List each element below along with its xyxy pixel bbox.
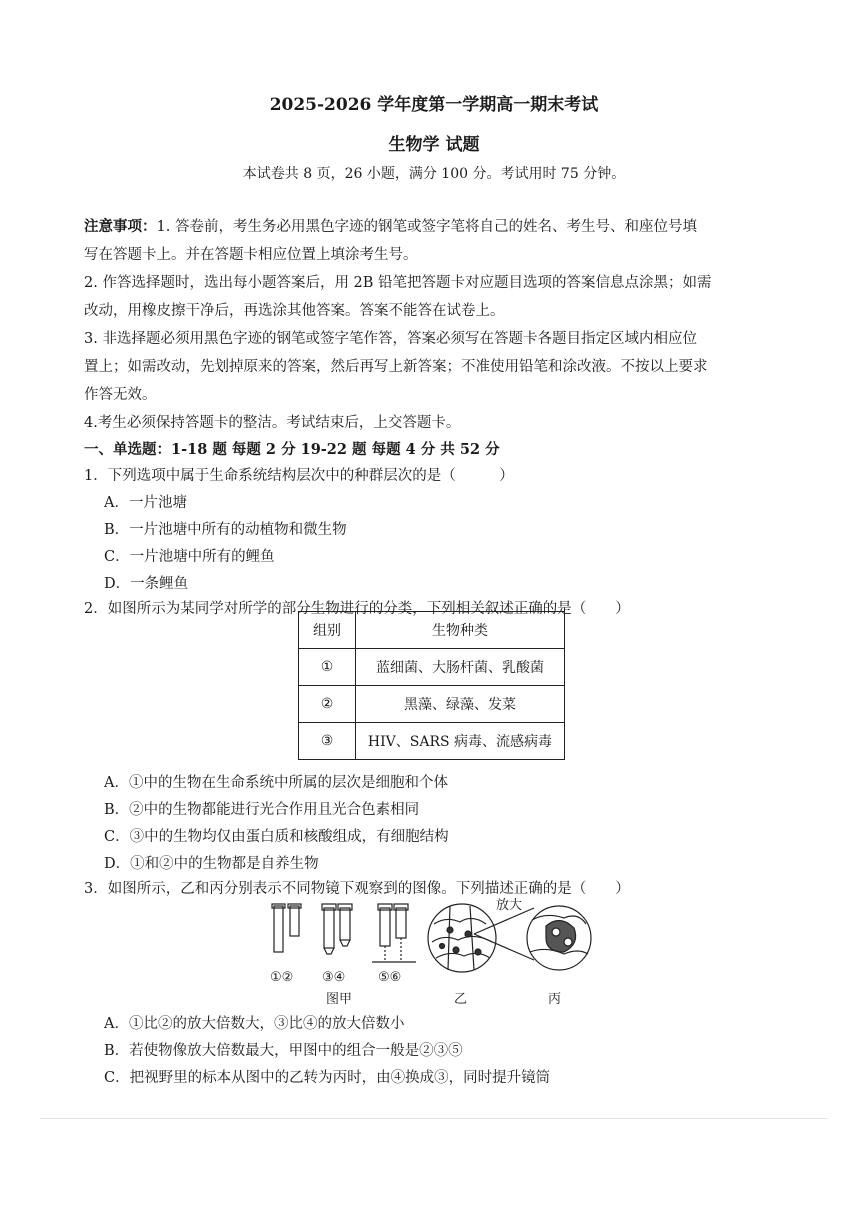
view-yi-icon	[428, 904, 496, 972]
table-row	[299, 723, 565, 760]
table-row	[299, 686, 565, 723]
q2-option-d: D．①和②中的生物都是自养生物	[104, 856, 319, 872]
table-header-row	[299, 612, 565, 649]
notice-line-3b: 置上；如需改动，先划掉原来的答案，然后再写上新答案；不准使用铅笔和涂改液。不按以上要求	[84, 359, 708, 375]
label-objectives: ③④	[322, 970, 346, 985]
table-cell: 蓝细菌、大肠杆菌、乳酸菌	[356, 649, 565, 686]
table-cell: HIV、SARS 病毒、流感病毒	[356, 723, 565, 760]
label-slide-distance: ⑤⑥	[378, 970, 402, 985]
label-magnify: 放大	[496, 898, 523, 913]
q1-stem: 1．下列选项中属于生命系统结构层次中的种群层次的是（ ）	[84, 468, 514, 484]
notice-label: 注意事项：	[84, 218, 157, 235]
table-cell: ①	[299, 649, 356, 686]
table-header-cell: 组别	[299, 612, 356, 649]
q2-option-c: C．③中的生物均仅由蛋白质和核酸组成，有细胞结构	[104, 829, 449, 845]
q1-option-a: A．一片池塘	[104, 495, 187, 511]
q3-option-b: B．若使物像放大倍数最大，甲图中的组合一般是②③⑤	[104, 1043, 463, 1059]
eyepiece-icon	[272, 904, 301, 952]
notice-line-2a: 2. 作答选择题时，选出每小题答案后，用 2B 铅笔把答题卡对应题目选项的答案信息点涂黑；如需	[84, 275, 712, 291]
label-figure-jia: 图甲	[326, 992, 353, 1007]
q2-option-a: A．①中的生物在生命系统中所属的层次是细胞和个体	[104, 775, 448, 791]
table-cell: ③	[299, 723, 356, 760]
label-figure-yi: 乙	[454, 992, 468, 1007]
notice-line-1b: 写在答题卡上。并在答题卡相应位置上填涂考生号。	[84, 247, 418, 263]
q3-option-a: A．①比②的放大倍数大，③比④的放大倍数小	[104, 1016, 405, 1032]
q3-option-c: C．把视野里的标本从图中的乙转为丙时，由④换成③，同时提升镜筒	[104, 1070, 551, 1086]
exam-subject: 生物学 试题	[388, 135, 480, 155]
notice-line-1	[84, 215, 697, 236]
notice-line-3a: 3. 非选择题必须用黑色字迹的钢笔或签字笔作答，答案必须写在答题卡各题目指定区域内相应位	[84, 331, 697, 347]
page-divider	[40, 1118, 828, 1119]
q1-option-c: C．一片池塘中所有的鲤鱼	[104, 549, 275, 565]
q1-option-b: B．一片池塘中所有的动植物和微生物	[104, 522, 347, 538]
notice-line-4: 4.考生必须保持答题卡的整洁。考试结束后，上交答题卡。	[84, 415, 461, 431]
table-cell: 黑藻、绿藻、发菜	[356, 686, 565, 723]
view-bing-icon	[527, 906, 591, 970]
objective-slide-icon	[372, 904, 416, 962]
label-eyepieces: ①②	[270, 970, 294, 985]
section-heading: 一、单选题：1-18 题 每题 2 分 19-22 题 每题 4 分 共 52 分	[84, 441, 500, 458]
microscope-figure	[264, 894, 594, 1006]
notice-line-3c: 作答无效。	[84, 387, 157, 403]
label-figure-bing: 丙	[548, 992, 562, 1007]
notice-line-2b: 改动，用橡皮擦干净后，再选涂其他答案。答案不能答在试卷上。	[84, 303, 505, 319]
q2-stem: 2．如图所示为某同学对所学的部分生物进行的分类，下列相关叙述正确的是（ ）	[84, 601, 630, 617]
classification-table	[298, 611, 565, 760]
q1-option-d: D．一条鲤鱼	[104, 576, 189, 592]
microscope-illustration	[264, 894, 594, 1006]
exam-title: 2025-2026 学年度第一学期高一期末考试	[269, 95, 599, 115]
table-cell: ②	[299, 686, 356, 723]
table-header-cell: 生物种类	[356, 612, 565, 649]
table-row	[299, 649, 565, 686]
q2-option-b: B．②中的生物都能进行光合作用且光合色素相同	[104, 802, 420, 818]
objective-lens-icon	[322, 904, 352, 954]
exam-info: 本试卷共 8 页，26 小题，满分 100 分。考试用时 75 分钟。	[242, 166, 626, 182]
q3-stem: 3．如图所示，乙和丙分别表示不同物镜下观察到的图像。下列描述正确的是（ ）	[84, 881, 630, 897]
notice-item-1: 1. 答卷前，考生务必用黑色字迹的钢笔或签字笔将自己的姓名、考生号、和座位号填	[156, 219, 697, 235]
